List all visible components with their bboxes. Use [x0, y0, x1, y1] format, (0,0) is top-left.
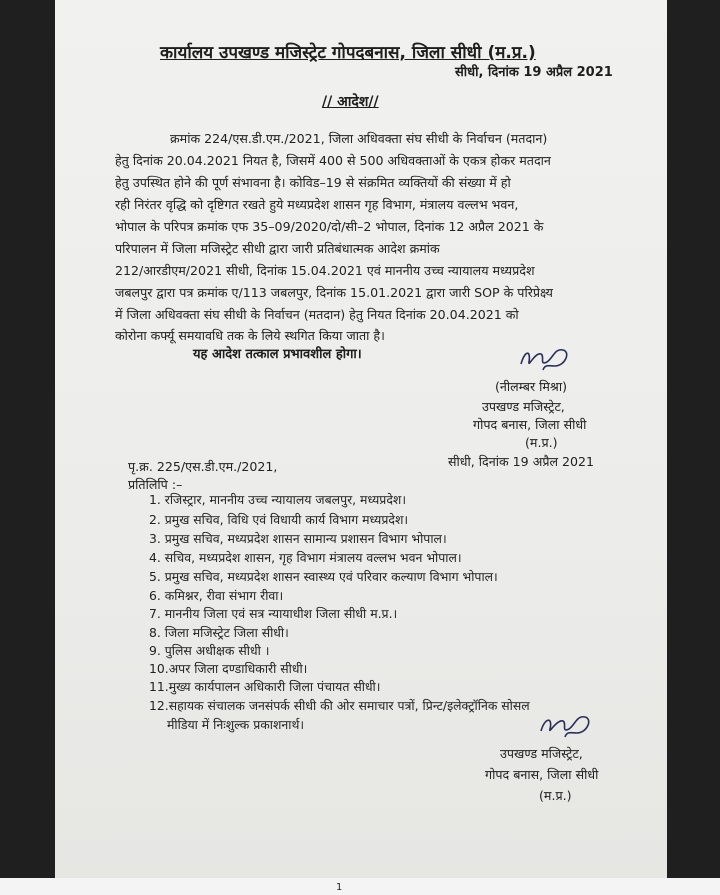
signatory1-place: गोपद बनास, जिला सीधी	[473, 417, 587, 432]
body-line-2: हेतु दिनांक 20.04.2021 नियत है, जिसमें 400 से 500 अधिवक्ताओं के एकत्र होकर मतदान	[115, 153, 551, 168]
copy-item-2: 2. प्रमुख सचिव, विधि एवं विधायी कार्य विभाग मध्यप्रदेश।	[149, 512, 409, 527]
document-paper	[55, 0, 667, 878]
copy-reference: पृ.क्र. 225/एस.डी.एम./2021,	[128, 459, 278, 474]
copy-item-9: 9. पुलिस अधीक्षक सीधी ।	[149, 643, 270, 658]
signatory2-state: (म.प्र.)	[539, 788, 572, 803]
copy-label: प्रतिलिपि :–	[128, 477, 183, 492]
effect-line: यह आदेश तत्काल प्रभावशील होगा।	[193, 347, 362, 362]
signatory1-state: (म.प्र.)	[525, 435, 558, 450]
footer-strip	[0, 878, 720, 895]
order-heading: // आदेश//	[322, 94, 379, 110]
copy-date: सीधी, दिनांक 19 अप्रैल 2021	[448, 454, 595, 469]
copy-item-4: 4. सचिव, मध्यप्रदेश शासन, गृह विभाग मंत्रालय वल्लभ भवन भोपाल।	[149, 550, 462, 565]
signature-mark-1	[515, 342, 575, 374]
signatory2-place: गोपद बनास, जिला सीधी	[485, 767, 599, 782]
body-line-6: परिपालन में जिला मजिस्ट्रेट सीधी द्वारा जारी प्रतिबंधात्मक आदेश क्रमांक	[115, 241, 440, 256]
copy-item-6: 6. कमिश्नर, रीवा संभाग रीवा।	[149, 588, 284, 603]
copy-item-1: 1. रजिस्ट्रार, माननीय उच्च न्यायालय जबलपुर, मध्यप्रदेश।	[149, 492, 407, 507]
copy-item-3: 3. प्रमुख सचिव, मध्यप्रदेश शासन सामान्य प्रशासन विभाग भोपाल।	[149, 531, 447, 546]
copy-item-10: 10.अपर जिला दण्डाधिकारी सीधी।	[149, 661, 308, 676]
body-line-5: भोपाल के परिपत्र क्रमांक एफ 35–09/2020/दो/सी–2 भोपाल, दिनांक 12 अप्रैल 2021 के	[115, 219, 544, 234]
copy-item-5: 5. प्रमुख सचिव, मध्यप्रदेश शासन स्वास्थ्य एवं परिवार कल्याण विभाग भोपाल।	[149, 569, 498, 584]
body-line-8: जबलपुर द्वारा पत्र क्रमांक ए/113 जबलपुर, दिनांक 15.01.2021 द्वारा जारी SOP के परिप्रेक्ष्य	[115, 285, 553, 300]
body-line-4: रही निरंतर वृद्धि को दृष्टिगत रखते हुये मध्यप्रदेश शासन गृह विभाग, मंत्रालय वल्लभ भवन,	[115, 197, 519, 212]
body-line-7: 212/आरडीएम/2021 सीधी, दिनांक 15.04.2021 एवं माननीय उच्च न्यायालय मध्यप्रदेश	[115, 263, 535, 278]
signatory1-designation: उपखण्ड मजिस्ट्रेट,	[482, 399, 565, 414]
signature-mark-2	[535, 707, 599, 741]
office-title: कार्यालय उपखण्ड मजिस्ट्रेट गोपदबनास, जिला सीधी (म.प्र.)	[160, 43, 536, 63]
body-line-9: में जिला अधिवक्ता संघ सीधी के निर्वाचन (मतदान) हेतु नियत दिनांक 20.04.2021 को	[115, 307, 519, 322]
copy-item-8: 8. जिला मजिस्ट्रेट जिला सीधी।	[149, 625, 289, 640]
copy-item-7: 7. माननीय जिला एवं सत्र न्यायाधीश जिला सीधी म.प्र.।	[149, 606, 398, 621]
copy-item-11: 11.मुख्य कार्यपालन अधिकारी जिला पंचायत सीधी।	[149, 679, 381, 694]
body-line-10: कोरोना कर्फ्यू समयावधि तक के लिये स्थगित किया जाता है।	[115, 328, 385, 343]
signatory1-name: (नीलम्बर मिश्रा)	[495, 379, 568, 394]
signatory2-designation: उपखण्ड मजिस्ट्रेट,	[500, 746, 583, 761]
copy-item-12-continued: मीडिया में निःशुल्क प्रकाशनार्थ।	[167, 717, 305, 732]
body-line-1: क्रमांक 224/एस.डी.एम./2021, जिला अधिवक्ता संघ सीधी के निर्वाचन (मतदान)	[170, 131, 548, 146]
copy-item-12: 12.सहायक संचालक जनसंपर्क सीधी की ओर समाचार पत्रों, प्रिन्ट/इलेक्ट्रॉनिक सोसल	[149, 698, 530, 713]
page-number: 1	[336, 882, 343, 893]
body-line-3: हेतु उपस्थित होने की पूर्ण संभावना है। कोविड–19 से संक्रमित व्यक्तियों की संख्या में हो	[115, 175, 511, 190]
order-date: सीधी, दिनांक 19 अप्रैल 2021	[455, 65, 613, 80]
